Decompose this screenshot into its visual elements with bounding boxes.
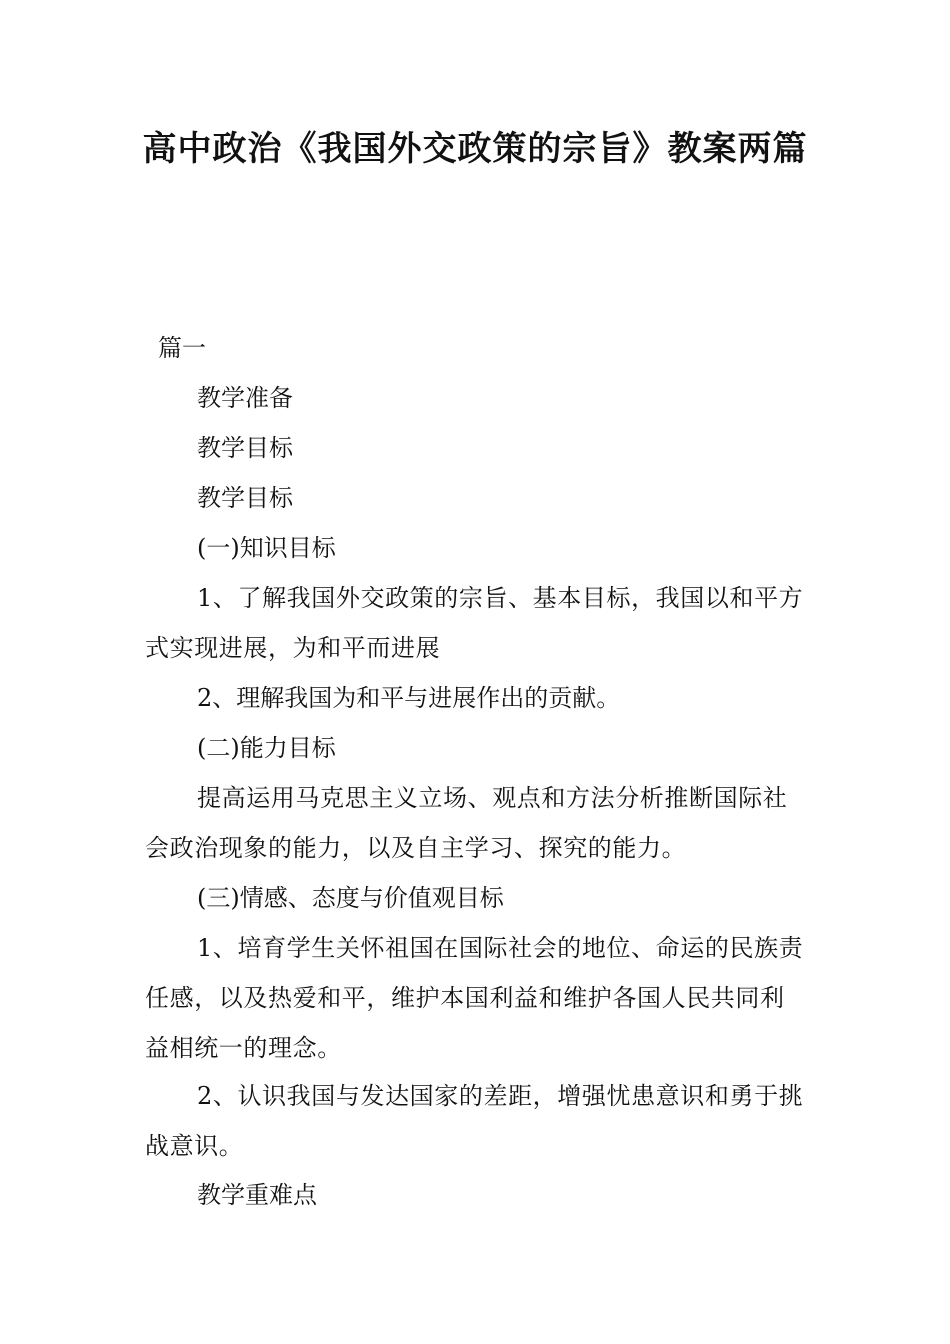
emotion-item-2: 2、认识我国与发达国家的差距，增强忧患意识和勇于挑战意识。 xyxy=(145,1082,804,1160)
knowledge-item-1: 1、了解我国外交政策的宗旨、基本目标，我国以和平方式实现进展，为和平而进展 xyxy=(145,584,804,662)
heading-prep: 教学准备 xyxy=(197,384,293,412)
emotion-goal-heading: (三)情感、态度与价值观目标 xyxy=(197,884,504,912)
heading-goals: 教学目标 xyxy=(197,434,293,462)
knowledge-goal-heading: (一)知识目标 xyxy=(197,534,336,562)
ability-text: 提高运用马克思主义立场、观点和方法分析推断国际社会政治现象的能力，以及自主学习、探究的能力。 xyxy=(145,784,788,862)
section-label: 篇一 xyxy=(158,334,206,362)
document-title: 高中政治《我国外交政策的宗旨》教案两篇 xyxy=(142,129,808,169)
difficulty-heading: 教学重难点 xyxy=(197,1181,317,1209)
ability-goal-heading: (二)能力目标 xyxy=(197,734,336,762)
heading-goals-repeat: 教学目标 xyxy=(197,484,293,512)
emotion-item-1: 1、培育学生关怀祖国在国际社会的地位、命运的民族责任感，以及热爱和平，维护本国利益和维护各国人民共同利益相统一的理念。 xyxy=(145,934,804,1062)
knowledge-item-2: 2、理解我国为和平与进展作出的贡献。 xyxy=(197,684,621,712)
